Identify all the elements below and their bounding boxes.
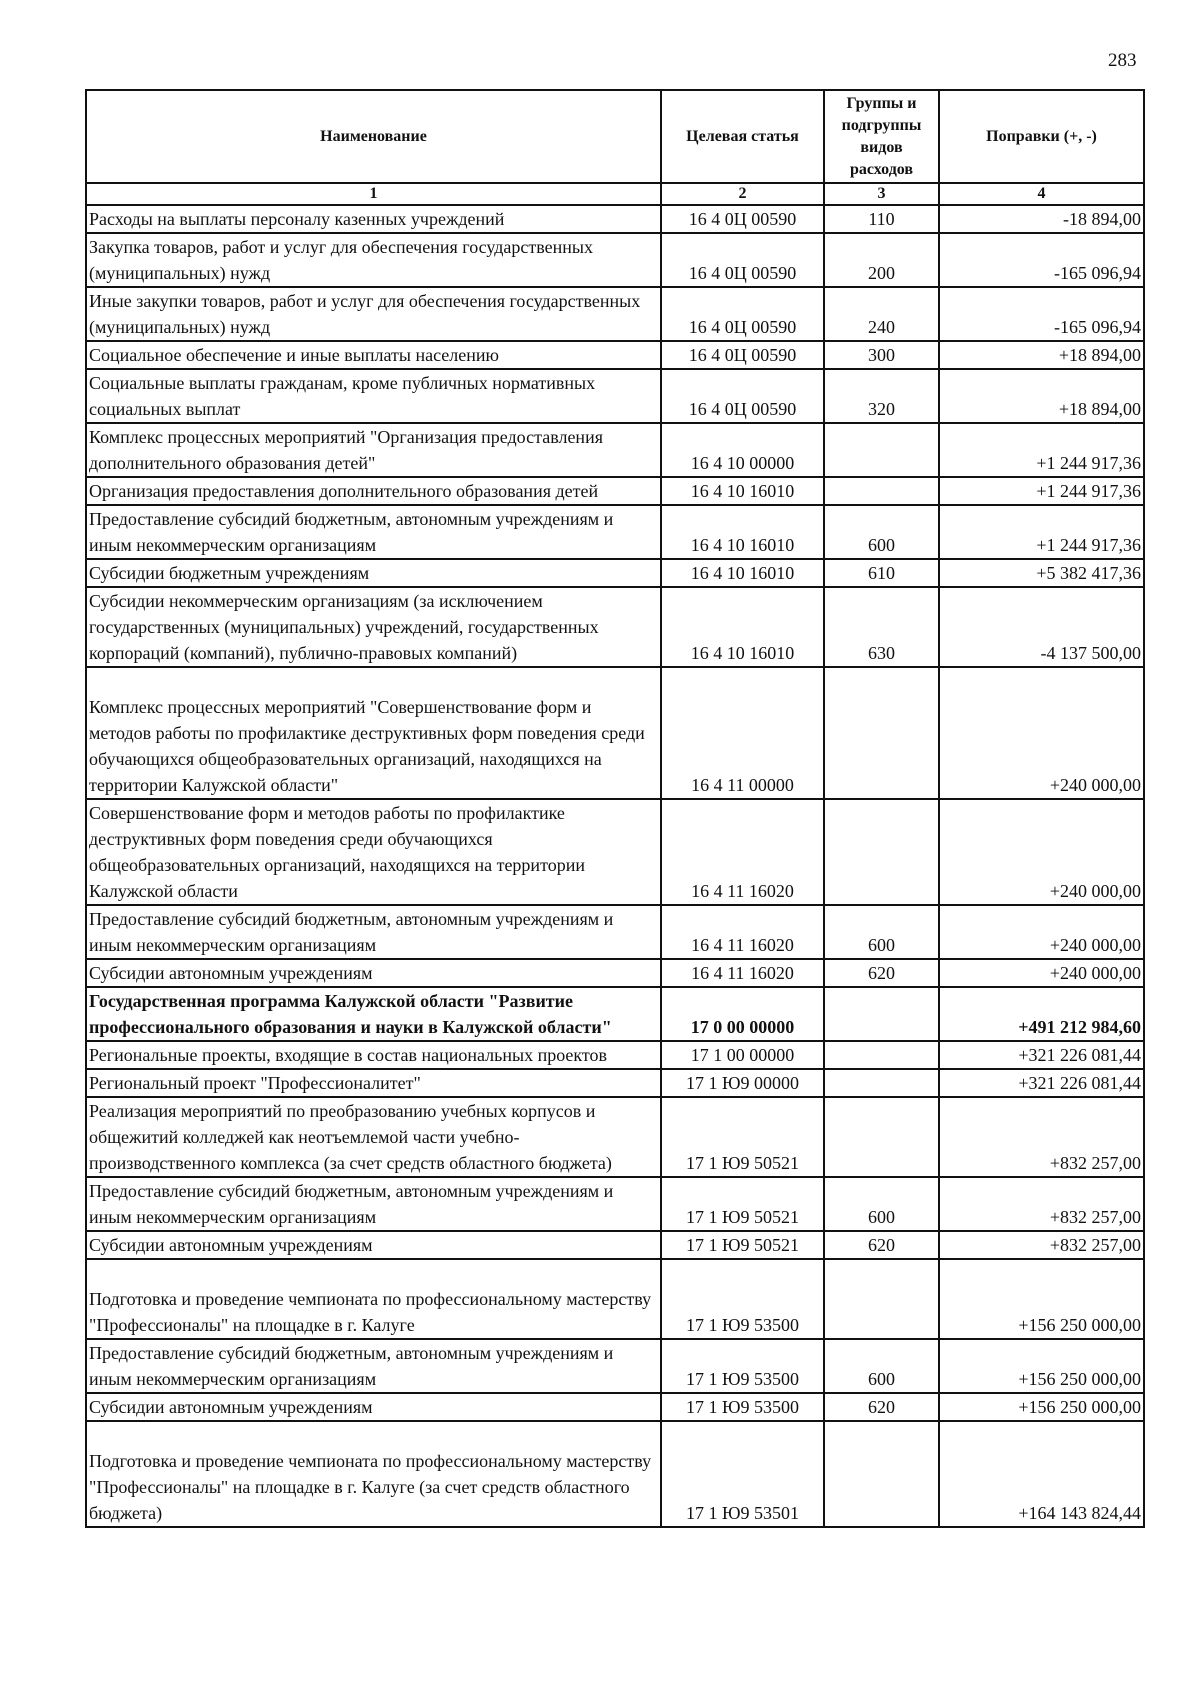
row-code: 17 1 Ю9 50521 xyxy=(661,1231,824,1259)
row-group xyxy=(824,1421,939,1527)
row-amount: +5 382 417,36 xyxy=(939,559,1144,587)
row-name: Иные закупки товаров, работ и услуг для обеспечения государственных (муниципальных) нужд xyxy=(86,287,661,341)
table-row xyxy=(86,233,1144,287)
table-row xyxy=(86,799,1144,905)
row-amount: -18 894,00 xyxy=(939,205,1144,233)
row-name: Государственная программа Калужской области "Развитие профессионального образования и науки в Калужской области" xyxy=(86,987,661,1041)
table-row xyxy=(86,1393,1144,1421)
row-amount: +164 143 824,44 xyxy=(939,1421,1144,1527)
row-group: 600 xyxy=(824,1339,939,1393)
row-code: 16 4 0Ц 00590 xyxy=(661,341,824,369)
row-name: Предоставление субсидий бюджетным, автономным учреждениям и иным некоммерческим организациям xyxy=(86,905,661,959)
row-code: 16 4 0Ц 00590 xyxy=(661,233,824,287)
row-amount: +240 000,00 xyxy=(939,799,1144,905)
row-code: 16 4 11 16020 xyxy=(661,959,824,987)
table-row xyxy=(86,1041,1144,1069)
row-name: Субсидии автономным учреждениям xyxy=(86,959,661,987)
row-name: Социальные выплаты гражданам, кроме публичных нормативных социальных выплат xyxy=(86,369,661,423)
row-group: 200 xyxy=(824,233,939,287)
table-row xyxy=(86,1339,1144,1393)
row-amount: +240 000,00 xyxy=(939,667,1144,799)
column-number: 1 xyxy=(86,183,661,205)
row-amount: -165 096,94 xyxy=(939,233,1144,287)
row-group: 620 xyxy=(824,1231,939,1259)
table-row xyxy=(86,667,1144,799)
row-name: Подготовка и проведение чемпионата по профессиональному мастерству "Профессионалы" на площадке в г. Калуге xyxy=(86,1259,661,1339)
row-amount: -4 137 500,00 xyxy=(939,587,1144,667)
row-amount: +1 244 917,36 xyxy=(939,477,1144,505)
row-group xyxy=(824,477,939,505)
row-group: 620 xyxy=(824,1393,939,1421)
row-amount: +156 250 000,00 xyxy=(939,1339,1144,1393)
row-amount: +1 244 917,36 xyxy=(939,423,1144,477)
table-row xyxy=(86,287,1144,341)
row-group: 600 xyxy=(824,505,939,559)
table-row xyxy=(86,905,1144,959)
row-name: Комплекс процессных мероприятий "Организация предоставления дополнительного образования детей" xyxy=(86,423,661,477)
table-row xyxy=(86,1231,1144,1259)
row-amount: +18 894,00 xyxy=(939,341,1144,369)
row-code: 17 1 00 00000 xyxy=(661,1041,824,1069)
row-group: 610 xyxy=(824,559,939,587)
row-group: 630 xyxy=(824,587,939,667)
row-name: Субсидии автономным учреждениям xyxy=(86,1231,661,1259)
row-name: Региональные проекты, входящие в состав национальных проектов xyxy=(86,1041,661,1069)
row-group: 320 xyxy=(824,369,939,423)
row-amount: +832 257,00 xyxy=(939,1097,1144,1177)
row-amount: +321 226 081,44 xyxy=(939,1069,1144,1097)
row-group: 600 xyxy=(824,905,939,959)
row-code: 17 0 00 00000 xyxy=(661,987,824,1041)
page-number: 283 xyxy=(1108,50,1137,71)
table-row xyxy=(86,587,1144,667)
row-amount: +18 894,00 xyxy=(939,369,1144,423)
row-code: 16 4 10 16010 xyxy=(661,559,824,587)
table-row xyxy=(86,1259,1144,1339)
row-group xyxy=(824,1097,939,1177)
row-amount: +832 257,00 xyxy=(939,1231,1144,1259)
row-group xyxy=(824,799,939,905)
budget-amendments-table xyxy=(85,89,1145,1528)
row-code: 16 4 0Ц 00590 xyxy=(661,205,824,233)
row-group xyxy=(824,1259,939,1339)
row-amount: +156 250 000,00 xyxy=(939,1393,1144,1421)
row-amount: +156 250 000,00 xyxy=(939,1259,1144,1339)
row-code: 16 4 10 16010 xyxy=(661,477,824,505)
row-name: Расходы на выплаты персоналу казенных учреждений xyxy=(86,205,661,233)
row-name: Региональный проект "Профессионалитет" xyxy=(86,1069,661,1097)
table-row xyxy=(86,423,1144,477)
row-group xyxy=(824,667,939,799)
header-code: Целевая статья xyxy=(661,90,824,183)
row-name: Социальное обеспечение и иные выплаты населению xyxy=(86,341,661,369)
row-code: 16 4 10 16010 xyxy=(661,505,824,559)
table-row xyxy=(86,477,1144,505)
table-row xyxy=(86,369,1144,423)
header-group: Группы и подгруппы видов расходов xyxy=(824,90,939,183)
row-group: 600 xyxy=(824,1177,939,1231)
header-amount: Поправки (+, -) xyxy=(939,90,1144,183)
table-row xyxy=(86,987,1144,1041)
row-code: 17 1 Ю9 53500 xyxy=(661,1259,824,1339)
header-name: Наименование xyxy=(86,90,661,183)
row-group: 110 xyxy=(824,205,939,233)
row-code: 16 4 11 00000 xyxy=(661,667,824,799)
table-row xyxy=(86,341,1144,369)
row-code: 17 1 Ю9 50521 xyxy=(661,1177,824,1231)
row-code: 16 4 11 16020 xyxy=(661,905,824,959)
row-group xyxy=(824,423,939,477)
row-amount: +1 244 917,36 xyxy=(939,505,1144,559)
row-amount: +491 212 984,60 xyxy=(939,987,1144,1041)
row-code: 17 1 Ю9 00000 xyxy=(661,1069,824,1097)
row-name: Закупка товаров, работ и услуг для обеспечения государственных (муниципальных) нужд xyxy=(86,233,661,287)
row-group: 300 xyxy=(824,341,939,369)
row-group xyxy=(824,987,939,1041)
row-code: 17 1 Ю9 53500 xyxy=(661,1393,824,1421)
row-group xyxy=(824,1069,939,1097)
row-code: 16 4 10 00000 xyxy=(661,423,824,477)
row-name: Реализация мероприятий по преобразованию учебных корпусов и общежитий колледжей как неотъемлемой части учебно-производственного комплекса (за счет средств областного бюджета) xyxy=(86,1097,661,1177)
row-name: Субсидии некоммерческим организациям (за исключением государственных (муниципальных) учреждений, государственных корпораций (компаний), публично-правовых компаний) xyxy=(86,587,661,667)
row-amount: +832 257,00 xyxy=(939,1177,1144,1231)
table-row xyxy=(86,1421,1144,1527)
table-row xyxy=(86,559,1144,587)
row-code: 16 4 11 16020 xyxy=(661,799,824,905)
column-numbers-row xyxy=(86,183,1144,205)
row-amount: +321 226 081,44 xyxy=(939,1041,1144,1069)
column-number: 4 xyxy=(939,183,1144,205)
row-name: Субсидии автономным учреждениям xyxy=(86,1393,661,1421)
row-name: Совершенствование форм и методов работы по профилактике деструктивных форм поведения среди обучающихся общеобразовательных организаций, находящихся на территории Калужской области xyxy=(86,799,661,905)
row-name: Организация предоставления дополнительного образования детей xyxy=(86,477,661,505)
row-code: 17 1 Ю9 53500 xyxy=(661,1339,824,1393)
table-row xyxy=(86,205,1144,233)
row-name: Предоставление субсидий бюджетным, автономным учреждениям и иным некоммерческим организациям xyxy=(86,1177,661,1231)
row-code: 16 4 0Ц 00590 xyxy=(661,369,824,423)
table-row xyxy=(86,959,1144,987)
table-row xyxy=(86,1177,1144,1231)
row-code: 16 4 0Ц 00590 xyxy=(661,287,824,341)
row-code: 17 1 Ю9 50521 xyxy=(661,1097,824,1177)
row-name: Подготовка и проведение чемпионата по профессиональному мастерству "Профессионалы" на площадке в г. Калуге (за счет средств областного бюджета) xyxy=(86,1421,661,1527)
row-name: Субсидии бюджетным учреждениям xyxy=(86,559,661,587)
row-amount: +240 000,00 xyxy=(939,905,1144,959)
row-code: 17 1 Ю9 53501 xyxy=(661,1421,824,1527)
column-number: 2 xyxy=(661,183,824,205)
row-group: 620 xyxy=(824,959,939,987)
row-group xyxy=(824,1041,939,1069)
row-name: Комплекс процессных мероприятий "Совершенствование форм и методов работы по профилактике деструктивных форм поведения среди обучающихся общеобразовательных организаций, находящихся на территории Калужской области" xyxy=(86,667,661,799)
row-name: Предоставление субсидий бюджетным, автономным учреждениям и иным некоммерческим организациям xyxy=(86,1339,661,1393)
table-row xyxy=(86,505,1144,559)
column-number: 3 xyxy=(824,183,939,205)
row-amount: -165 096,94 xyxy=(939,287,1144,341)
row-name: Предоставление субсидий бюджетным, автономным учреждениям и иным некоммерческим организациям xyxy=(86,505,661,559)
table-row xyxy=(86,1069,1144,1097)
row-code: 16 4 10 16010 xyxy=(661,587,824,667)
row-group: 240 xyxy=(824,287,939,341)
table-row xyxy=(86,1097,1144,1177)
row-amount: +240 000,00 xyxy=(939,959,1144,987)
